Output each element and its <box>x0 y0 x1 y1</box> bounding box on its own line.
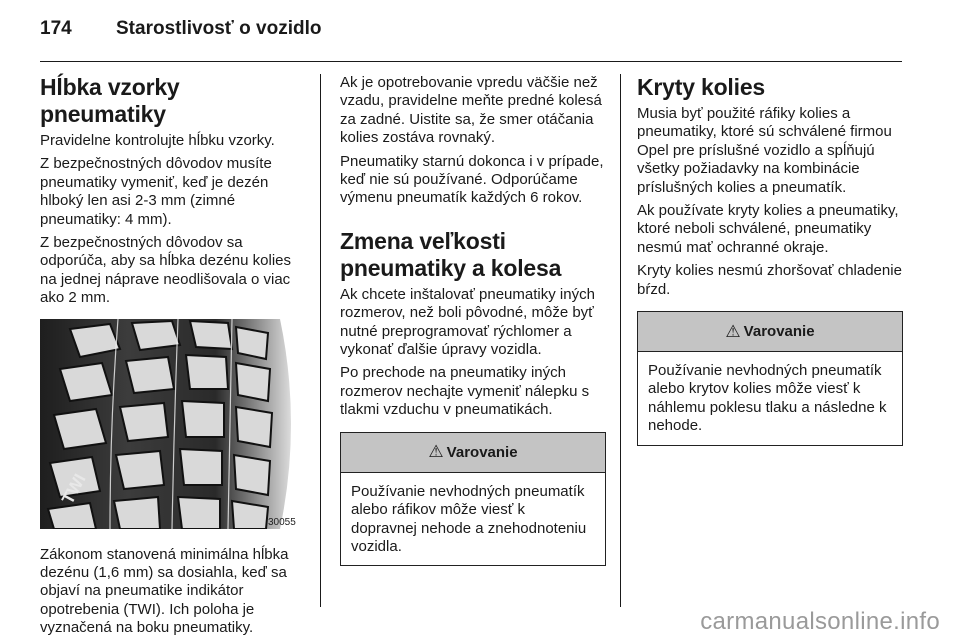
paragraph: Zákonom stanovená minimálna hĺbka dezénu (1,6 mm) sa dosiahla, keď sa objaví na pneumatike indikátor opotrebenia (TWI). Ich poloha je vyznačená na boku pneumatiky. <box>40 545 289 637</box>
warning-title: Varovanie <box>446 443 518 461</box>
warning-body <box>341 473 605 566</box>
warning-title: Varovanie <box>743 323 815 341</box>
tire-tread-illustration <box>40 319 302 529</box>
paragraph: Musia byť použité ráfiky kolies a pneumatiky, ktoré sú schválené firmou Opel pre príslušné vozidlo a spĺňujú všetky požiadavky na kombinácie príslušných kolies a pneumatík. <box>637 105 892 196</box>
paragraph: Kryty kolies nesmú zhoršovať chladenie bŕzd. <box>637 262 902 298</box>
column-divider-2 <box>620 74 621 607</box>
heading-wheel-covers: Kryty kolies <box>637 74 765 100</box>
paragraph: Z bezpečnostných dôvodov musíte pneumatiky vymeniť, keď je dezén hlboký len asi 2-3 mm (zimné pneumatiky: 4 mm). <box>40 155 272 228</box>
warning-header <box>341 433 605 473</box>
page-header <box>40 18 321 48</box>
warning-box <box>637 311 903 446</box>
watermark: carmanualsonline.info <box>700 608 940 635</box>
column-size-change <box>340 74 606 566</box>
warning-header <box>638 312 902 352</box>
column-divider-1 <box>320 74 321 607</box>
paragraph: Ak chcete inštalovať pneumatiky iných rozmerov, než boli pôvodné, môže byť nutné preprogramovať rýchlomer a vykonať ďalšie úpravy vozidla. <box>340 285 595 359</box>
header-rule <box>40 61 902 62</box>
column-tread-depth <box>40 74 306 642</box>
heading-size-change: Zmena veľkosti pneumatiky a kolesa <box>340 227 562 281</box>
paragraph: Pravidelne kontrolujte hĺbku vzorky. <box>40 132 275 149</box>
tire-tread-drawing <box>40 319 302 529</box>
heading-tread-depth: Hĺbka vzorky pneumatiky <box>40 74 180 127</box>
paragraph: Z bezpečnostných dôvodov sa odporúča, aby sa hĺbka dezénu kolies na jednej náprave neodlišovala o viac ako 2 mm. <box>40 234 292 307</box>
paragraph: Po prechode na pneumatiky iných rozmerov nechajte vymeniť nálepku s tlakmi vzduchu v pneumatikách. <box>340 364 590 419</box>
warning-triangle-icon: ⚠ <box>725 321 741 341</box>
page-title: Starostlivosť o vozidlo <box>116 18 322 39</box>
paragraph: Ak používate kryty kolies a pneumatiky, ktoré neboli schválené, pneumatiky nesmú mať ochranné okraje. <box>637 202 899 256</box>
paragraph: Ak je opotrebovanie vpredu väčšie než vzadu, pravidelne meňte predné kolesá za zadné. Uistite sa, že smer otáčania kolies zostáva rovnaký. <box>340 74 602 147</box>
warning-triangle-icon: ⚠ <box>428 442 444 462</box>
page-number: 174 <box>40 18 72 39</box>
paragraph: Pneumatiky starnú dokonca i v prípade, keď nie sú používané. Odporúčame výmenu pneumatík každých 6 rokov. <box>340 152 604 207</box>
warning-body <box>638 352 902 445</box>
column-wheel-covers <box>637 74 903 446</box>
image-code: 30055 <box>268 516 296 528</box>
twi-label: TWI <box>58 470 90 507</box>
warning-text: Používanie nevhodných pneumatík alebo krytov kolies môže viesť k náhlemu poklesu tlaku a následne k nehode. <box>648 362 887 435</box>
warning-text: Používanie nevhodných pneumatík alebo ráfikov môže viesť k dopravnej nehode a znehodnoteniu vozidla. <box>351 482 587 555</box>
warning-box <box>340 432 606 567</box>
